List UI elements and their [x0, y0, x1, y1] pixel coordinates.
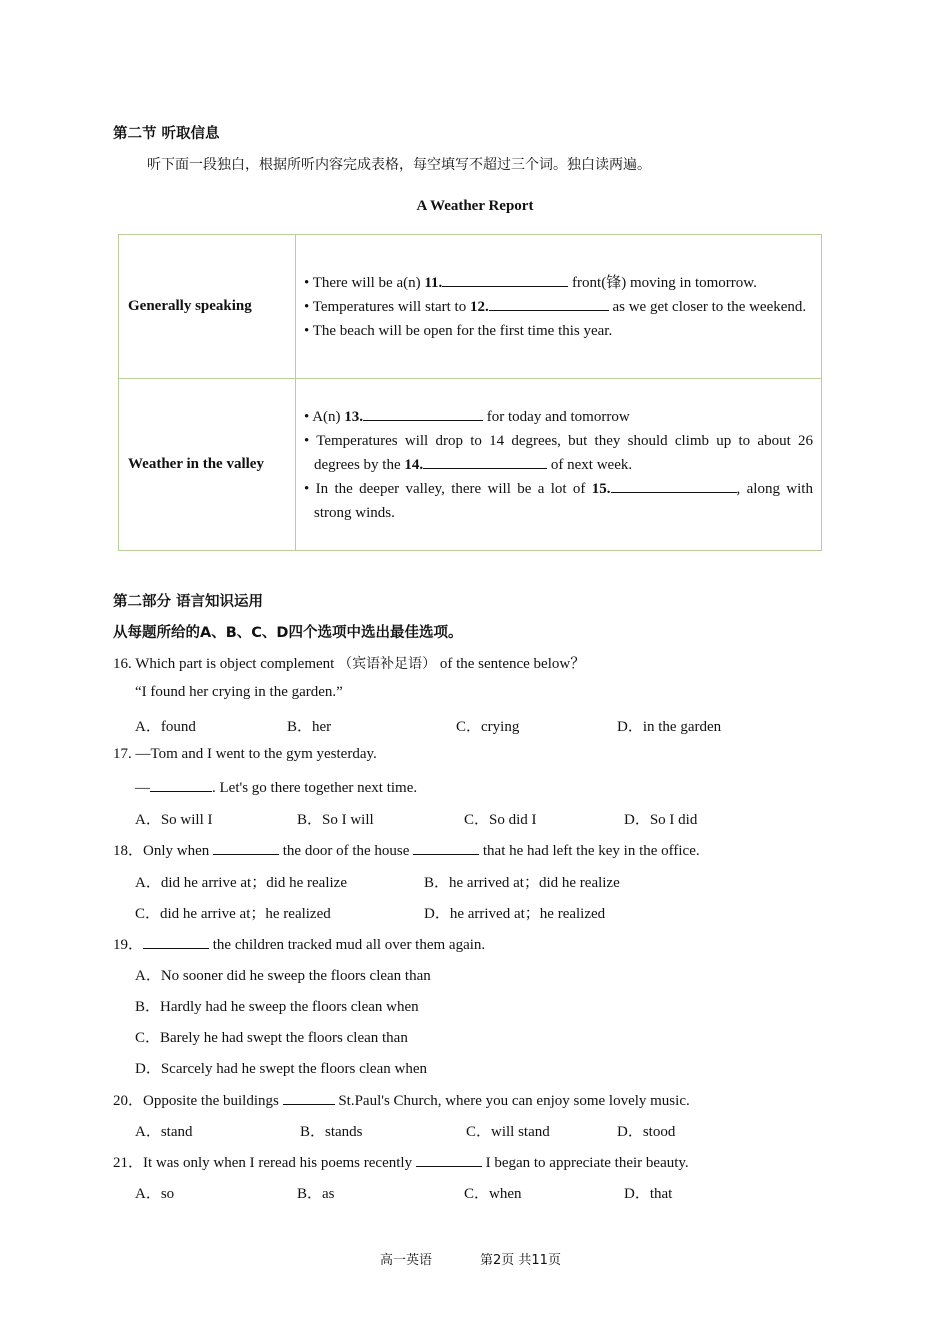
row-label: Generally speaking [119, 235, 296, 379]
answer-blank[interactable] [413, 840, 479, 855]
answer-blank[interactable] [213, 840, 279, 855]
list-item: • The beach will be open for the first time this year. [304, 319, 813, 343]
answer-blank[interactable] [416, 1152, 482, 1167]
option-d[interactable]: D．So I did [624, 812, 698, 828]
option-c[interactable]: C．Barely he had swept the floors clean than [135, 1030, 408, 1046]
row-content [296, 379, 822, 551]
option-c[interactable]: C．So did I [464, 812, 537, 828]
question-16-stem: 16. Which part is object complement （宾语补足语） of the sentence below？ [113, 656, 586, 672]
option-c[interactable]: C．will stand [466, 1124, 550, 1140]
question-18-stem: 18．Only when the door of the house that he had left the key in the office. [113, 839, 700, 860]
option-b[interactable]: B．as [297, 1186, 335, 1202]
question-19-stem: 19． the children tracked mud all over them again. [113, 933, 485, 954]
option-b[interactable]: B．Hardly had he sweep the floors clean when [135, 999, 419, 1015]
row-content [296, 235, 822, 379]
question-17-stem: 17. —Tom and I went to the gym yesterday. [113, 746, 377, 762]
question-21-stem: 21．It was only when I reread his poems recently I began to appreciate their beauty. [113, 1151, 689, 1172]
option-a[interactable]: A．stand [135, 1124, 193, 1140]
question-16-quote: “I found her crying in the garden.” [135, 684, 343, 700]
option-a[interactable]: A．So will I [135, 812, 213, 828]
list-item: • Temperatures will start to 12. as we get closer to the weekend. [304, 295, 813, 319]
list-item: • In the deeper valley, there will be a lot of 15. , along with strong winds. [304, 477, 813, 525]
section-instruction: 听下面一段独白，根据所听内容完成表格，每空填写不超过三个词。独白读两遍。 [147, 157, 651, 173]
option-b[interactable]: B．her [287, 719, 332, 735]
answer-blank[interactable] [611, 478, 737, 493]
option-a[interactable]: A．No sooner did he sweep the floors clean than [135, 968, 431, 984]
table-row [119, 235, 822, 379]
answer-blank[interactable] [423, 454, 547, 469]
table-row [119, 379, 822, 551]
option-d[interactable]: D．stood [617, 1124, 676, 1140]
option-c[interactable]: C．when [464, 1186, 522, 1202]
option-b[interactable]: B．stands [300, 1124, 363, 1140]
table-title: A Weather Report [416, 198, 534, 214]
answer-blank[interactable] [363, 406, 483, 421]
option-d[interactable]: D．that [624, 1186, 673, 1202]
option-b[interactable]: B．he arrived at；did he realize [424, 875, 620, 891]
option-a[interactable]: A．found [135, 719, 196, 735]
question-20-stem: 20．Opposite the buildings St.Paul's Church, where you can enjoy some lovely music. [113, 1089, 690, 1110]
option-d[interactable]: D．he arrived at；he realized [424, 906, 606, 922]
question-17-reply: — . Let's go there together next time. [135, 777, 417, 797]
option-a[interactable]: A．so [135, 1186, 175, 1202]
option-c[interactable]: C．crying [456, 719, 520, 735]
list-item: • There will be a(n) 11. front(锋) moving in tomorrow. [304, 271, 813, 295]
answer-blank[interactable] [143, 934, 209, 949]
list-item: • A(n) 13. for today and tomorrow [304, 405, 813, 429]
part-heading: 第二部分 语言知识运用 [113, 594, 264, 610]
answer-blank[interactable] [283, 1090, 335, 1105]
option-d[interactable]: D．Scarcely had he swept the floors clean when [135, 1061, 427, 1077]
answer-blank[interactable] [489, 296, 609, 311]
section-heading: 第二节 听取信息 [113, 126, 220, 142]
footer-subject: 高一英语 [380, 1253, 433, 1268]
row-label: Weather in the valley [119, 379, 296, 551]
answer-blank[interactable] [150, 777, 212, 792]
list-item: • Temperatures will drop to 14 degrees, but they should climb up to about 26 degrees by the 14. of next week. [304, 429, 813, 477]
answer-blank[interactable] [442, 272, 568, 287]
footer-page-number: 第2页 共11页 [480, 1253, 561, 1268]
option-c[interactable]: C．did he arrive at；he realized [135, 906, 331, 922]
option-d[interactable]: D．in the garden [617, 719, 722, 735]
option-a[interactable]: A．did he arrive at；did he realize [135, 875, 347, 891]
option-b[interactable]: B．So I will [297, 812, 374, 828]
weather-report-table [118, 234, 822, 551]
part-instruction: 从每题所给的A、B、C、D四个选项中选出最佳选项。 [113, 625, 463, 641]
